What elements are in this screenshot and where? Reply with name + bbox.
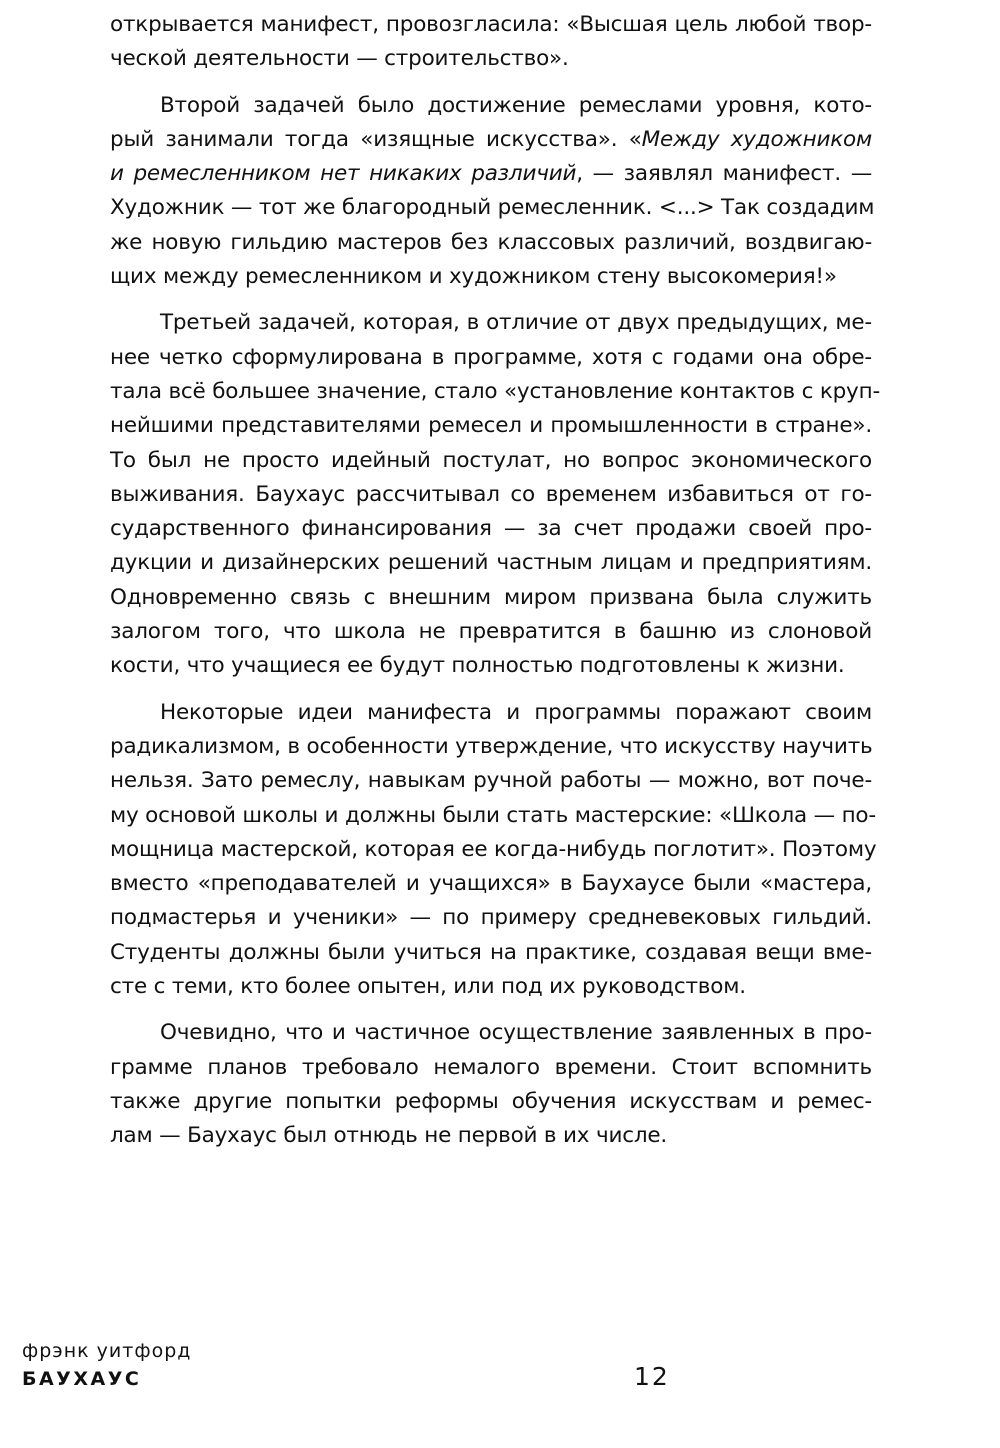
text-line: ческой деятельности — строительство».: [110, 46, 569, 72]
text-line: Художник — тот же благородный ремесленник. <...> Так создадим: [110, 195, 875, 221]
text-line: Одновременно связь с внешним миром призвана была служить: [110, 584, 872, 610]
text-line: нельзя. Зато ремеслу, навыкам ручной работы — можно, вот поче-: [110, 768, 872, 794]
text-line: кости, что учащиеся ее будут полностью подготовлены к жизни.: [110, 653, 845, 679]
italic-quote: Между художником: [641, 126, 872, 152]
text-line: вместо «преподавателей и учащихся» в Баухаусе были «мастера,: [110, 871, 872, 897]
text-line: му основой школы и должны были стать мастерские: «Школа — по-: [110, 802, 876, 828]
text-line: Некоторые идеи манифеста и программы поражают своим: [160, 699, 872, 725]
paragraph: [110, 8, 872, 77]
text-line: же новую гильдию мастеров без классовых различий, воздвигаю-: [110, 229, 872, 255]
text-line: То был не просто идейный постулат, но вопрос экономического: [110, 447, 872, 473]
text-line: радикализмом, в особенности утверждение, что искусству научить: [110, 733, 873, 759]
paragraph: [110, 306, 880, 683]
text-line: Очевидно, что и частичное осуществление заявленных в про-: [160, 1020, 872, 1046]
page-number: 12: [634, 1362, 670, 1391]
text-line: щих между ремесленником и художником стену высокомерия!»: [110, 264, 837, 290]
text-line-with-emphasis: и ремесленником нет никаких различий, — заявлял манифест. —: [110, 161, 872, 187]
paragraph: [110, 696, 877, 1005]
running-footer-author: фрэнк уитфорд: [22, 1340, 192, 1362]
text-line-with-emphasis: рый занимали тогда «изящные искусства». «Между художником: [110, 126, 872, 152]
paragraph: [110, 89, 875, 295]
text-line: залогом того, что школа не превратится в башню из слоновой: [110, 619, 872, 645]
text-line: нейшими представителями ремесел и промышленности в стране».: [110, 413, 872, 439]
text-line: сте с теми, кто более опытен, или под их руководством.: [110, 974, 746, 1000]
text-line: грамме планов требовало немалого времени. Стоит вспомнить: [110, 1054, 872, 1080]
text-line: открывается манифест, провозгласила: «Высшая цель любой твор-: [110, 12, 872, 37]
text-line: также другие попытки реформы обучения искусствам и ремес-: [110, 1088, 872, 1114]
text-line: мощница мастерской, которая ее когда-нибудь поглотит». Поэтому: [110, 836, 877, 862]
text-line: дукции и дизайнерских решений частным лицам и предприятиям.: [110, 550, 872, 576]
text-line: нее четко сформулирована в программе, хотя с годами она обре-: [110, 344, 872, 370]
paragraph: [110, 1016, 872, 1153]
text-line: лам — Баухаус был отнюдь не первой в их числе.: [110, 1123, 668, 1149]
text-line: Второй задачей было достижение ремеслами уровня, кото-: [160, 92, 872, 118]
italic-quote: и ремесленником нет никаких различий: [110, 161, 577, 187]
text-line: Третьей задачей, которая, в отличие от двух предыдущих, ме-: [160, 310, 872, 336]
text-line: тала всё большее значение, стало «установление контактов с круп-: [110, 378, 880, 404]
main-text: [110, 8, 880, 1154]
text-line: Студенты должны были учиться на практике, создавая вещи вме-: [110, 939, 872, 965]
text-line: выживания. Баухаус рассчитывал со временем избавиться от го-: [110, 481, 872, 507]
running-footer-book-title: БАУХАУС: [22, 1368, 142, 1390]
text-line: сударственного финансирования — за счет продажи своей про-: [110, 516, 872, 542]
text-line: подмастерья и ученики» — по примеру средневековых гильдий.: [110, 905, 872, 931]
